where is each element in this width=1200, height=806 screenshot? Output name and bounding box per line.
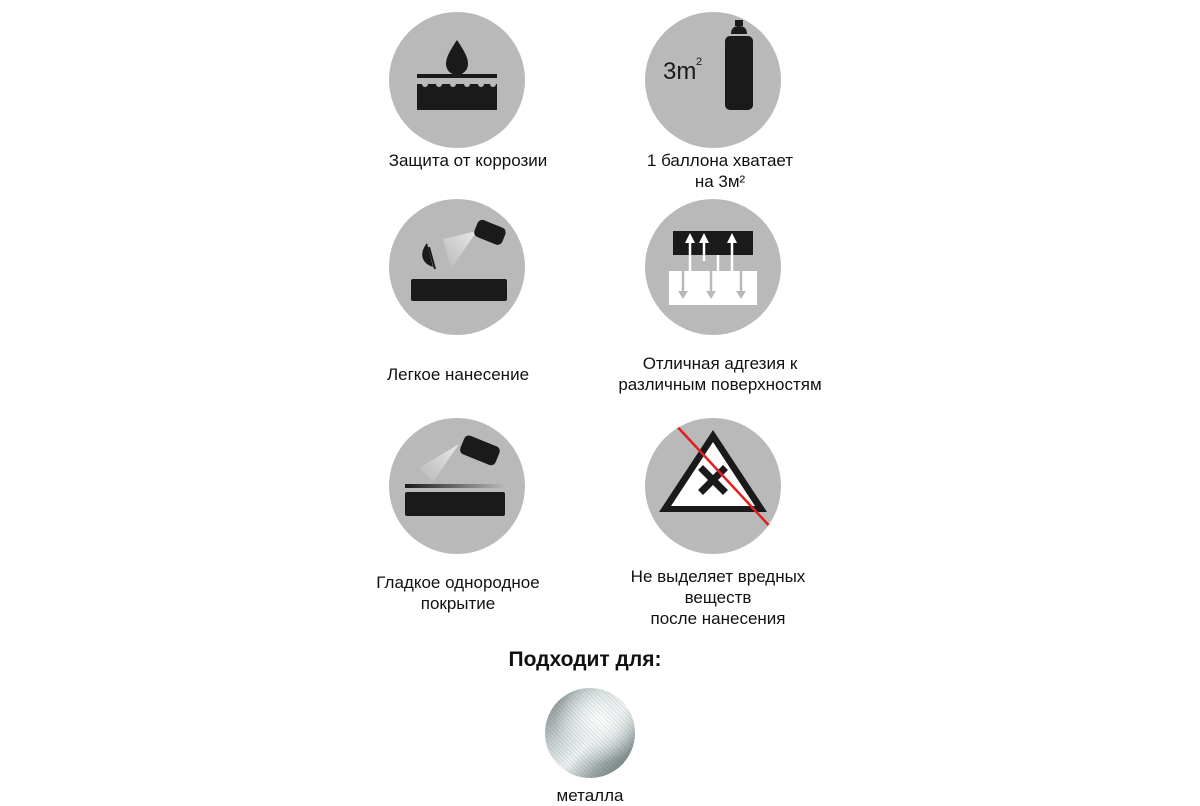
metal-surface-icon	[545, 688, 635, 778]
adhesion-arrows-icon	[645, 199, 781, 335]
spray-can-coverage-icon	[645, 12, 781, 148]
svg-text:2: 2	[696, 56, 703, 68]
feature-caption-corrosion: Защита от коррозии	[388, 151, 548, 170]
easy-application-icon	[389, 199, 525, 335]
feature-caption-adhesion: Отличная адгезия к различным поверхностям	[618, 354, 822, 394]
feature-caption-safe: Не выделяет вредных веществ после нанесения	[630, 567, 806, 628]
feature-caption-coverage: 1 баллона хватает на 3м²	[646, 151, 794, 191]
svg-text:3m: 3m	[663, 58, 697, 85]
no-hazard-triangle-icon	[645, 418, 781, 554]
feature-caption-smooth: Гладкое однородное покрытие	[376, 573, 540, 613]
smooth-coating-icon	[389, 418, 525, 554]
feature-caption-easy: Легкое нанесение	[386, 365, 530, 384]
suitable-for-heading: Подходит для:	[508, 648, 662, 671]
corrosion-protection-icon	[389, 12, 525, 148]
metal-label: металла	[556, 786, 624, 805]
